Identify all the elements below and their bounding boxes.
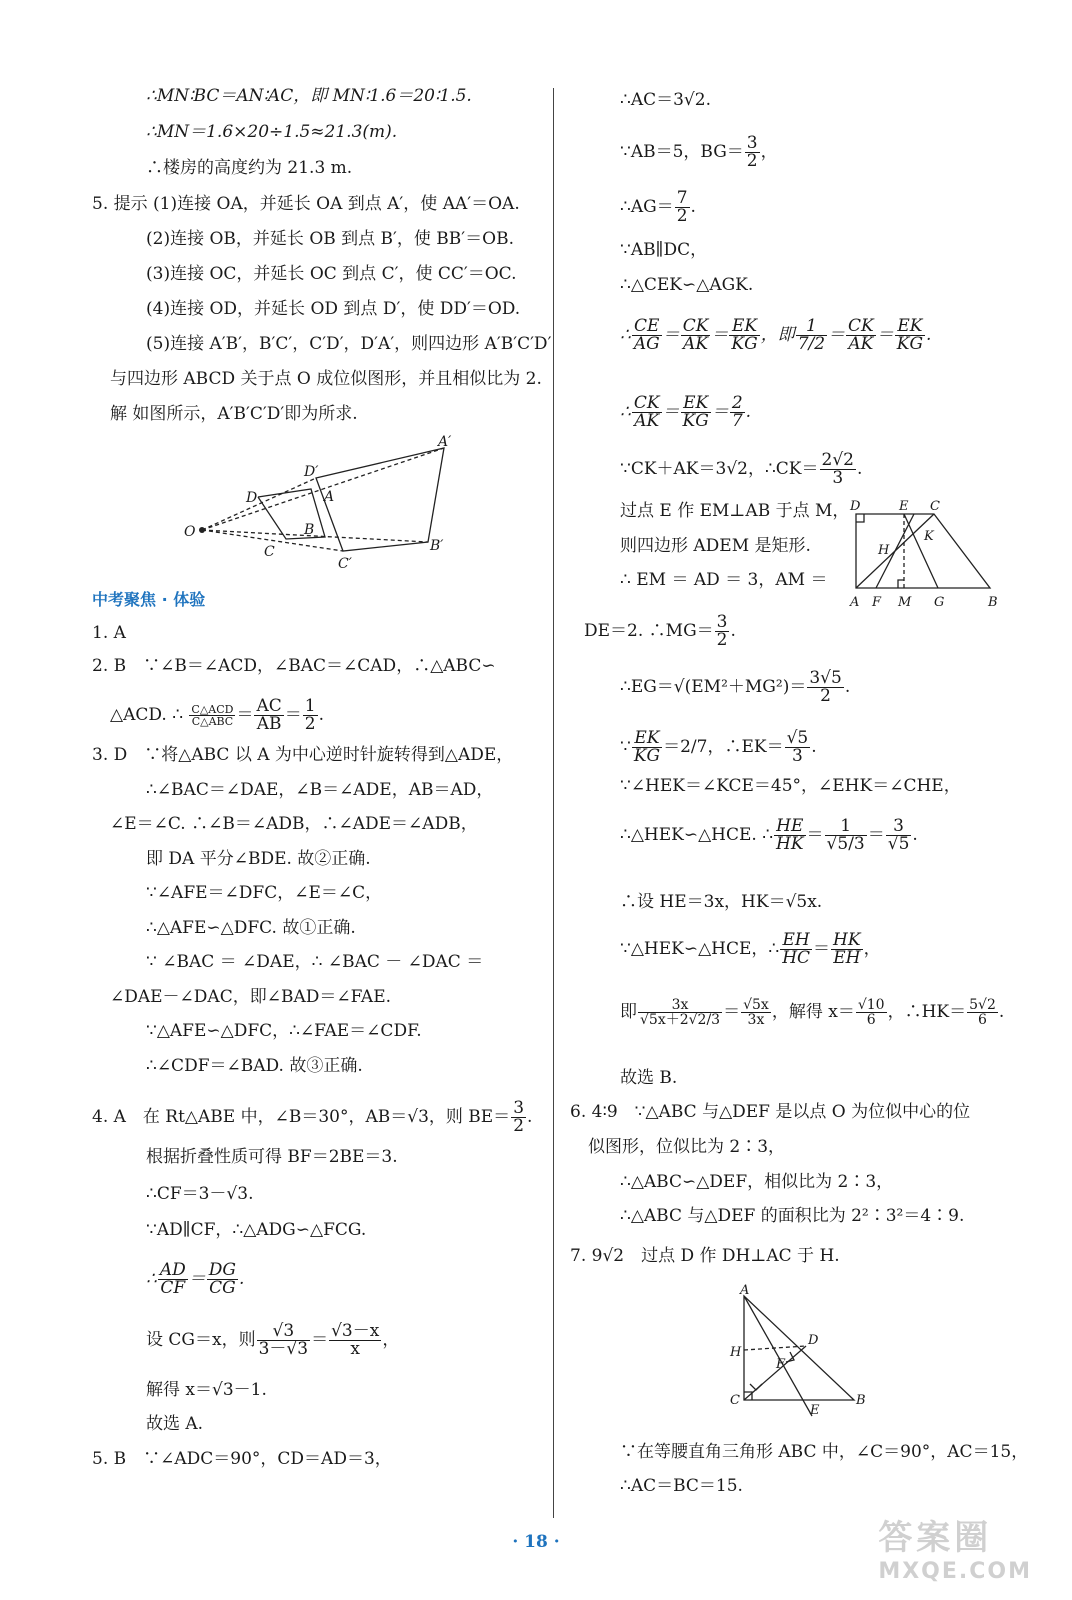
svg-text:A: A — [850, 595, 860, 610]
svg-text:H: H — [730, 1345, 742, 1360]
svg-text:E: E — [810, 1403, 820, 1418]
svg-text:A: A — [740, 1283, 750, 1298]
text-line: ∵在等腰直角三角形 ABC 中，∠C＝90°，AC＝15， — [620, 1442, 1029, 1462]
label-c: C — [264, 544, 275, 560]
text-line: ∴CF＝3－√3. — [146, 1184, 254, 1204]
text-line: ∴ EM ＝ AD ＝ 3，AM ＝ — [620, 570, 828, 590]
answer-2-cont: △ACD. ∴ $\frac{\text{C△ACD}}{\text{C△ABC}}$ ＝ $\frac{AC}{AB}$ ＝ $\frac{1}{2}$ . — [110, 696, 325, 734]
watermark-logo: 答案圈 — [878, 1518, 993, 1558]
watermark — [878, 1510, 1032, 1584]
text-line: ∠E＝∠C. ∴∠B＝∠ADB，∴∠ADE＝∠ADB， — [110, 814, 478, 834]
text-line: ∵AB＝5，BG＝ $\frac{3}{2}$ ， — [620, 133, 778, 171]
svg-text:K: K — [924, 529, 934, 544]
text-line: ∵ $\frac{EK}{KG}$ ＝2/7，∴EK＝ $\frac{√5}{3}$ . — [620, 728, 817, 766]
svg-text:F: F — [872, 595, 882, 610]
label-d-prime: D′ — [304, 464, 319, 480]
text-line: ∴MN＝1.6×20÷1.5≈21.3(m). — [146, 122, 398, 142]
text-line: ∵CK＋AK＝3√2，∴CK＝ $\frac{2√2}{3}$ . — [620, 450, 863, 488]
label-a-prime: A′ — [438, 434, 452, 450]
text-line: ∵∠HEK＝∠KCE＝45°，∠EHK＝∠CHE， — [620, 776, 961, 796]
text-line: ∴MN∶BC＝AN∶AC，即 MN∶1.6＝20∶1.5. — [146, 86, 472, 106]
answer-4: 4. A 在 Rt△ABE 中，∠B＝30°，AB＝√3，则 BE＝ $\frac{3}{2}$ . — [92, 1098, 533, 1136]
answer-3: 3. D ∵将△ABC 以 A 为中心逆时针旋转得到△ADE， — [92, 745, 514, 765]
text-line: 解得 x＝√3－1. — [146, 1380, 267, 1400]
text-line: 根据折叠性质可得 BF＝2BE＝3. — [146, 1147, 398, 1167]
watermark-url: MXQE.COM — [878, 1559, 1032, 1584]
text-line: ∴ $\frac{CE}{AG}$ ＝ $\frac{CK}{AK}$ ＝ $\frac{EK}{KG}$ ，即 $\frac{1}{7/2}$ ＝ $\frac{CK}{AK}$ ＝ $\frac{EK}{KG}$ . — [620, 316, 932, 354]
text-line: ∴AC＝3√2. — [620, 90, 711, 110]
text-line: ∵△HEK∽△HCE，∴ $\frac{EH}{HC}$ ＝ $\frac{HK}{EH}$ ， — [620, 930, 881, 968]
svg-text:D: D — [850, 499, 861, 514]
svg-text:C: C — [730, 1393, 740, 1408]
text-line: ∴楼房的高度约为 21.3 m. — [146, 158, 353, 178]
label-o: O — [184, 524, 196, 540]
text-line: DE＝2. ∴MG＝ $\frac{3}{2}$ . — [584, 612, 736, 650]
text-line: 故选 B. — [620, 1068, 678, 1088]
svg-text:G: G — [934, 595, 945, 610]
text-line: 即 $\frac{3x}{√5x+2√2/3}$ ＝ $\frac{√5x}{3x}$ ，解得 x＝ $\frac{√10}{6}$ ，∴HK＝ $\frac{5√2}{6}$ . — [620, 997, 1005, 1028]
text-line: 则四边形 ADEM 是矩形. — [620, 536, 811, 556]
svg-text:E: E — [899, 499, 909, 514]
answer-7: 7. 9√2 过点 D 作 DH⊥AC 于 H. — [570, 1246, 840, 1266]
text-line: (5)连接 A′B′，B′C′，C′D′，D′A′，则四边形 A′B′C′D′ — [146, 334, 552, 354]
text-line: ∵AB∥DC， — [620, 240, 708, 260]
text-line: ∵ ∠BAC ＝ ∠DAE，∴ ∠BAC － ∠DAC ＝ — [146, 952, 484, 972]
text-line: ∴ $\frac{CK}{AK}$ ＝ $\frac{EK}{KG}$ ＝ $\frac{2}{7}$ . — [620, 393, 752, 431]
label-b-prime: B′ — [430, 538, 444, 554]
text-line: 5. 提示 (1)连接 OA，并延长 OA 到点 A′，使 AA′＝OA. — [92, 194, 520, 214]
text-line: ∴△ABC 与△DEF 的面积比为 2²∶3²＝4∶9. — [620, 1206, 965, 1226]
column-divider — [553, 88, 554, 1518]
text-line: ∠DAE－∠DAC，即∠BAD＝∠FAE. — [110, 987, 392, 1007]
svg-text:D: D — [808, 1333, 819, 1348]
svg-text:C: C — [930, 499, 940, 514]
trapezoid-figure — [846, 496, 1006, 614]
text-line: ∵∠AFE＝∠DFC，∠E＝∠C， — [146, 883, 383, 903]
svg-text:H: H — [878, 543, 890, 558]
text-line: (4)连接 OD，并延长 OD 到点 D′，使 DD′＝OD. — [146, 299, 521, 319]
text-line: 似图形，位似比为 2∶3， — [588, 1137, 786, 1157]
text-line: 过点 E 作 EM⊥AB 于点 M， — [620, 501, 850, 521]
homothety-figure — [180, 434, 470, 584]
text-line: 即 DA 平分∠BDE. 故②正确. — [146, 849, 371, 869]
svg-text:F: F — [776, 1357, 786, 1372]
answer-6: 6. 4∶9 ∵△ABC 与△DEF 是以点 O 为位似中心的位 — [570, 1102, 971, 1122]
text-line: 故选 A. — [146, 1414, 204, 1434]
text-line: ∴△CEK∽△AGK. — [620, 275, 754, 295]
text-line: ∴∠CDF＝∠BAD. 故③正确. — [146, 1056, 363, 1076]
svg-text:B: B — [988, 595, 998, 610]
page-number: · 18 · — [512, 1532, 560, 1552]
text-line: (2)连接 OB，并延长 OB 到点 B′，使 BB′＝OB. — [146, 229, 514, 249]
label-c-prime: C′ — [338, 556, 352, 572]
text-line: ∴AG＝ $\frac{7}{2}$ . — [620, 188, 696, 226]
answer-1: 1. A — [92, 623, 126, 643]
quad-abcd — [258, 489, 325, 539]
text-line: 与四边形 ABCD 关于点 O 成位似图形，并且相似比为 2. — [110, 369, 542, 389]
label-d: D — [246, 490, 258, 506]
text-line: ∴EG＝√(EM²＋MG²)＝ $\frac{3√5}{2}$ . — [620, 668, 851, 706]
label-a: A — [324, 489, 335, 505]
svg-text:M: M — [898, 595, 912, 610]
text-line: ∵△AFE∽△DFC，∴∠FAE＝∠CDF. — [146, 1021, 422, 1041]
text-line: ∴△ABC∽△DEF，相似比为 2∶3， — [620, 1172, 894, 1192]
text-line: 解 如图所示，A′B′C′D′即为所求. — [110, 404, 358, 424]
svg-text:B: B — [856, 1393, 866, 1408]
section-title: 中考聚焦 · 体验 — [92, 590, 206, 609]
quad-a-b-c-d-prime — [316, 448, 444, 551]
label-b: B — [304, 522, 315, 538]
set-line: 设 CG＝x，则 $\frac{√3}{3-√3}$ ＝ $\frac{√3-x}{x}$ ， — [146, 1321, 400, 1359]
answer-2: 2. B ∵∠B＝∠ACD，∠BAC＝∠CAD，∴△ABC∽ — [92, 656, 496, 676]
text-line: ∴△HEK∽△HCE. ∴ $\frac{HE}{HK}$ ＝ $\frac{1}{√5/3}$ ＝ $\frac{3}{√5}$ . — [620, 816, 918, 854]
text-line: ∴∠BAC＝∠DAE，∠B＝∠ADE，AB＝AD， — [146, 780, 494, 800]
text-line: (3)连接 OC，并延长 OC 到点 C′，使 CC′＝OC. — [146, 264, 517, 284]
ratio-line: ∴ $\frac{AD}{CF}$ ＝ $\frac{DG}{CG}$ . — [146, 1260, 245, 1298]
right-triangle-figure — [728, 1282, 868, 1422]
text-line: ∵AD∥CF，∴△ADG∽△FCG. — [146, 1220, 367, 1240]
text-line: ∴设 HE＝3x，HK＝√5x. — [620, 892, 823, 912]
answer-5: 5. B ∵∠ADC＝90°，CD＝AD＝3， — [92, 1449, 392, 1469]
text-line: ∴AC＝BC＝15. — [620, 1476, 743, 1496]
text-line: ∴△AFE∽△DFC. 故①正确. — [146, 918, 356, 938]
